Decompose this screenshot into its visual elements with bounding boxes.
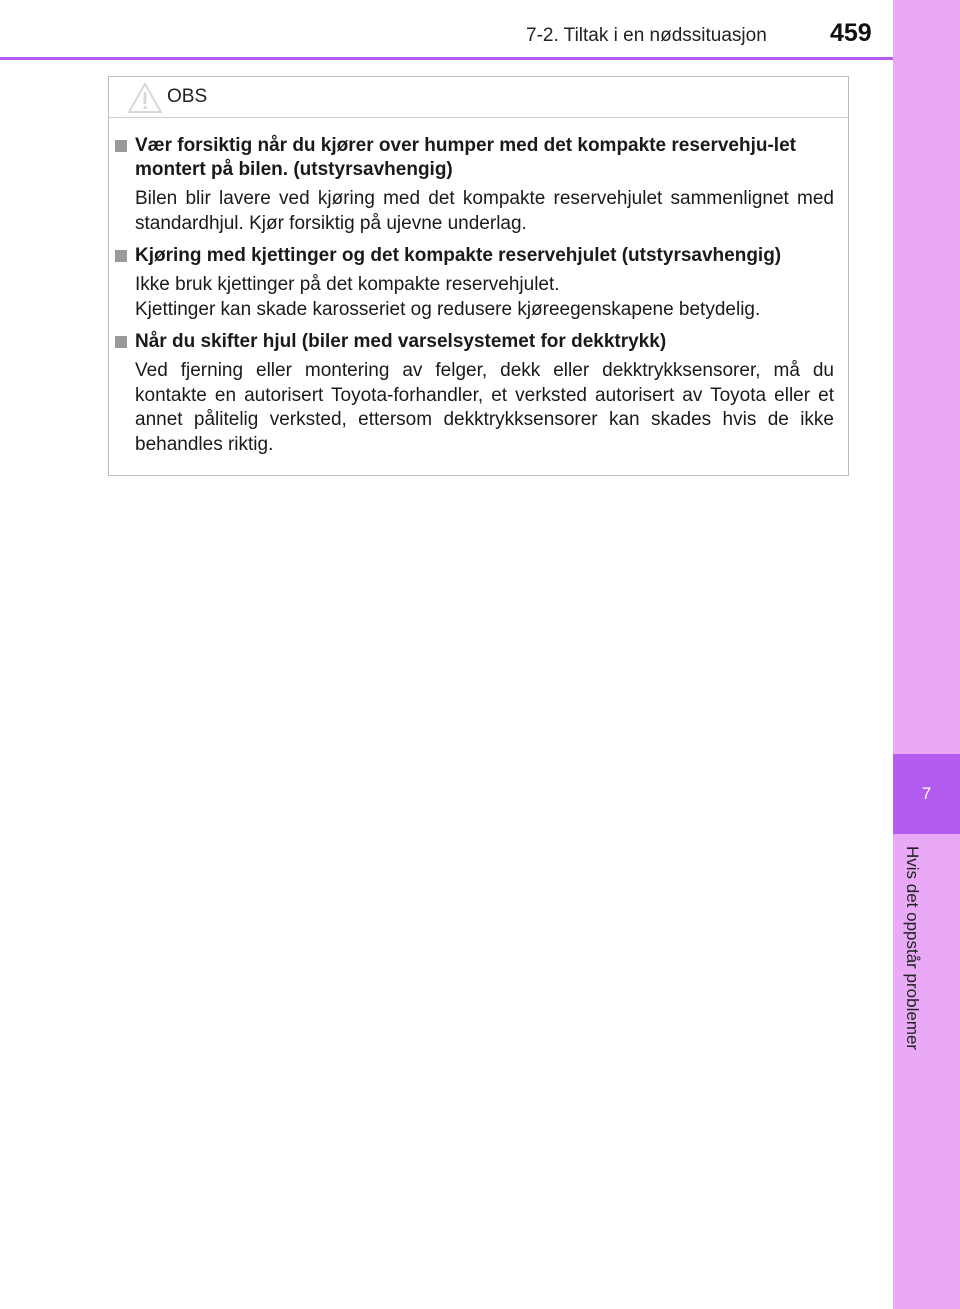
caution-item bbox=[115, 134, 834, 236]
square-bullet-icon bbox=[115, 250, 127, 262]
caution-item-title: Når du skifter hjul (biler med varselsystemet for dekktrykk) bbox=[135, 331, 667, 352]
caution-item bbox=[115, 244, 834, 322]
caution-header bbox=[109, 77, 848, 118]
side-tab bbox=[893, 0, 960, 1309]
chapter-number-tab: 7 bbox=[893, 754, 960, 834]
caution-item-text: Ved fjerning eller montering av felger, dekk eller dekktrykksensorer, må du kontakte en autorisert Toyota-forhandler, et verksted autorisert av Toyota eller et annet pålitelig verksted, ettersom dekktrykksensorer kan skades hvis de ikke behandles riktig. bbox=[135, 360, 834, 455]
caution-label: OBS bbox=[167, 86, 208, 107]
section-title: 7-2. Tiltak i en nødssituasjon bbox=[526, 25, 767, 46]
caution-item-text: Ikke bruk kjettinger på det kompakte reservehjulet. bbox=[135, 274, 560, 295]
warning-triangle-icon bbox=[127, 82, 163, 114]
caution-item bbox=[115, 330, 834, 457]
page-number: 459 bbox=[830, 19, 872, 47]
square-bullet-icon bbox=[115, 140, 127, 152]
caution-item-text: Kjettinger kan skade karosseriet og redusere kjøreegenskapene betydelig. bbox=[135, 298, 761, 320]
caution-item-text: Bilen blir lavere ved kjøring med det kompakte reservehjulet sammenlignet med standardhjul. Kjør forsiktig på ujevne underlag. bbox=[135, 188, 834, 234]
caution-box bbox=[108, 76, 849, 476]
chapter-title-vertical: Hvis det oppstår problemer bbox=[903, 846, 922, 1051]
square-bullet-icon bbox=[115, 336, 127, 348]
caution-body bbox=[109, 118, 848, 457]
caution-item-title: Vær forsiktig når du kjører over humper med det kompakte reservehju-let montert på bilen. (utstyrsavhengig) bbox=[135, 135, 796, 180]
caution-item-title: Kjøring med kjettinger og det kompakte reservehjulet (utstyrsavhengig) bbox=[135, 245, 782, 266]
header-divider bbox=[0, 57, 893, 60]
